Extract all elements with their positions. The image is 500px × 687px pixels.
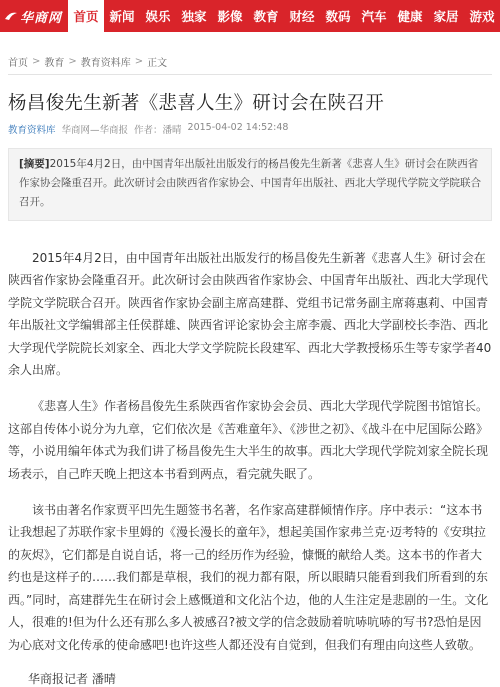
breadcrumb-library[interactable]: 教育资料库 <box>80 57 131 69</box>
breadcrumb-education[interactable]: 教育 <box>44 57 65 69</box>
nav-item-digital[interactable]: 数码 <box>325 9 351 24</box>
article-meta <box>8 122 492 136</box>
summary-tag: [摘要] <box>19 158 50 170</box>
breadcrumb <box>8 54 492 68</box>
nav-items <box>68 0 500 32</box>
nav-item-games[interactable]: 游戏 <box>469 9 495 24</box>
breadcrumb-separator: > <box>68 55 77 67</box>
article-title: 杨昌俊先生新著《悲喜人生》研讨会在陕召开 <box>8 93 385 114</box>
nav-item-home-decor[interactable]: 家居 <box>433 9 459 24</box>
article-body <box>8 247 492 656</box>
site-logo-text: 华商网 <box>20 10 63 26</box>
breadcrumb-current: 正文 <box>147 57 168 69</box>
breadcrumb-separator: > <box>134 55 144 67</box>
breadcrumb-home[interactable]: 首页 <box>8 57 28 69</box>
nav-item-health[interactable]: 健康 <box>397 9 423 24</box>
nav-spacer <box>0 32 500 54</box>
article-summary <box>8 148 492 221</box>
nav-item-photo[interactable]: 影像 <box>217 9 243 24</box>
nav-item-home[interactable]: 首页 <box>68 0 104 32</box>
article-paragraph: 该书由著名作家贾平凹先生题签书名著，名作家高建群倾情作序。序中表示：“这本书让我想起了苏联作家卡里姆的《漫长漫长的童年》，想起美国作家弗兰克·迈考特的《安琪拉的灰烬》，它们都是自说自话，将一己的经历作为经验，慷慨的献给人类。这本书的作者大约也是这样子的……我们都是草根，我们的视力都有限，所以眼睛只能看到我们所看到的东西。”同时，高建群先生在研讨会上感慨道和文化沾个边，他的人生注定是悲剧的一生。文化人，很难的!但为什么还有那么多人被感召?被文学的信念鼓励着吭哧吭哧的写书?恐怕是因为心底对文化传承的使命感吧!也许这些人都还没有自觉到，但我们有理由向这些人致敬。 <box>8 503 489 652</box>
site-logo[interactable] <box>0 0 68 32</box>
nav-item-news[interactable]: 新闻 <box>109 9 135 24</box>
article-date: 2015-04-02 14:52:48 <box>187 122 289 133</box>
top-nav <box>0 0 500 32</box>
breadcrumb-separator: > <box>32 55 41 67</box>
nav-item-education[interactable]: 教育 <box>253 9 279 24</box>
nav-item-entertainment[interactable]: 娱乐 <box>145 9 171 24</box>
article-author: 作者：潘晴 <box>134 125 182 136</box>
nav-item-auto[interactable]: 汽车 <box>361 9 387 24</box>
article-source: 华商网—华商报 <box>61 125 129 136</box>
nav-item-exclusive[interactable]: 独家 <box>181 9 207 24</box>
logo-swoosh-icon <box>4 10 18 22</box>
breadcrumb-divider <box>8 74 492 75</box>
article-byline: 华商报记者 潘晴 <box>28 671 116 686</box>
article-paragraph: 《悲喜人生》作者杨昌俊先生系陕西省作家协会会员、西北大学现代学院图书馆馆长。这部自传体小说分为九章，它们依次是《苦难童年》、《涉世之初》、《战斗在中尼国际公路》等，小说用编年体式为我们讲了杨昌俊先生大半生的故事。西北大学现代学院刘家全院长现场表示，自己昨天晚上把这本书看到两点，看完就失眠了。 <box>8 399 489 481</box>
article-paragraph: 2015年4月2日，由中国青年出版社出版发行的杨昌俊先生新著《悲喜人生》研讨会在陕西省作家协会隆重召开。此次研讨会由陕西省作家协会、中国青年出版社、西北大学现代学院文学院联合召开。陕西省作家协会副主席高建群、党组书记常务副主席蒋惠莉、中国青年出版社文学编辑部主任侯群雄、陕西省评论家协会主席李震、西北大学副校长李浩、西北大学现代学院院长刘家全、西北大学文学院院长段建军、西北大学教授杨乐生等专家学者40余人出席。 <box>8 251 492 378</box>
nav-item-finance[interactable]: 财经 <box>289 9 315 24</box>
summary-text: 2015年4月2日，由中国青年出版社出版发行的杨昌俊先生新著《悲喜人生》研讨会在陕西省作家协会隆重召开。此次研讨会由陕西省作家协会、中国青年出版社、西北大学现代学院文学院联合召开。 <box>19 158 481 208</box>
article-category-link[interactable]: 教育资料库 <box>8 125 56 136</box>
